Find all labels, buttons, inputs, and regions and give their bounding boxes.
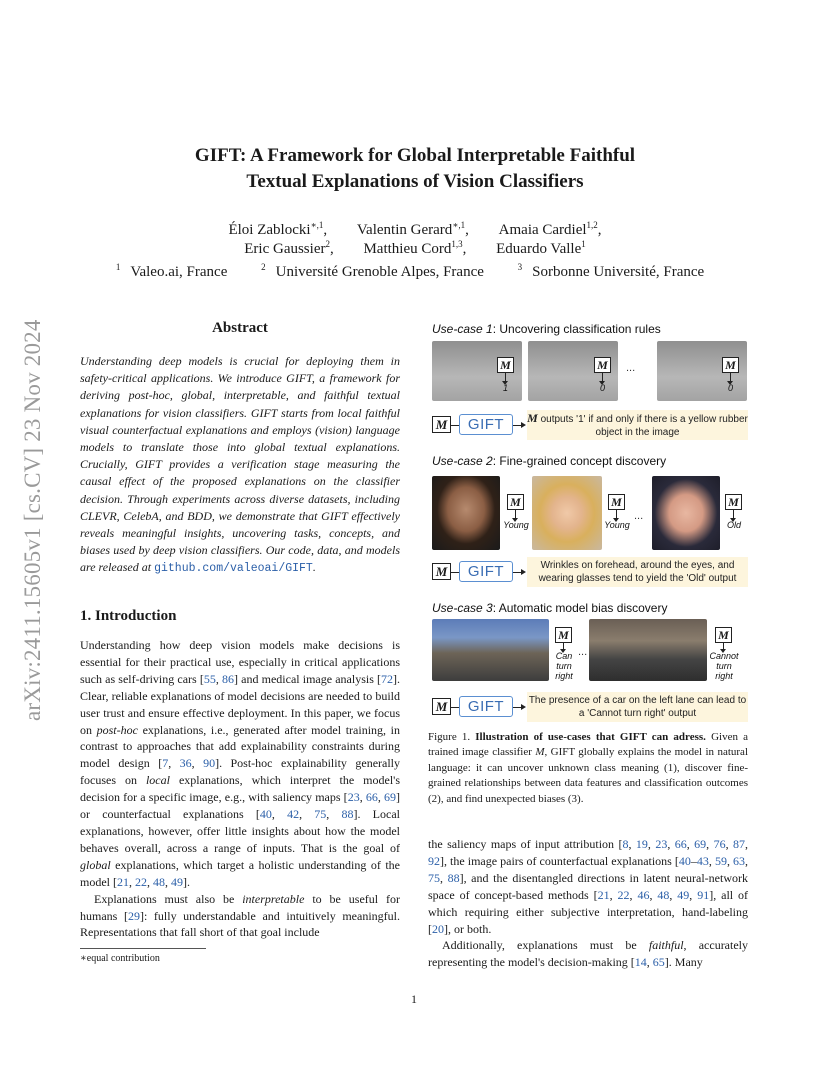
citation-link[interactable]: 22 <box>135 874 147 889</box>
down-arrow <box>733 510 734 519</box>
citation-link[interactable]: 66 <box>674 837 687 851</box>
citation-link[interactable]: 36 <box>179 756 192 771</box>
text-run: , <box>215 671 223 686</box>
citation-link[interactable]: 19 <box>635 837 648 851</box>
author: Eduardo Valle$^1$ <box>496 239 586 257</box>
gift-box: GIFT <box>459 414 513 435</box>
ellipsis: ... <box>578 646 588 658</box>
text-run: , <box>745 837 749 851</box>
face-image-3 <box>652 476 720 550</box>
text-run: , <box>708 853 715 868</box>
down-arrow <box>515 510 516 519</box>
citation-link[interactable]: 90 <box>203 756 216 771</box>
text-run: ], the image pairs of counterfactual explanations [ <box>440 853 679 868</box>
col2-paragraph-1 <box>428 836 748 937</box>
text-run: explanations, i.e., generated after model training, in contrast to approaches that add explainability constraints during model design [ <box>80 722 401 771</box>
citation-link[interactable]: 22 <box>617 887 630 902</box>
text-run: ]: fully understandable and intuitively meaningful. Representations that fall short of that goal include <box>80 908 400 940</box>
use-case-1-heading: Use-case 1: Uncovering classification rules <box>432 322 661 336</box>
citation-link[interactable]: 75 <box>314 807 327 822</box>
text-run: the saliency maps of input attribution [ <box>428 837 623 851</box>
text-run: , <box>609 887 618 902</box>
model-box: M <box>715 627 732 643</box>
citation-link[interactable]: 69 <box>384 790 397 805</box>
down-arrow <box>563 643 564 650</box>
text-run: to be useful for humans [ <box>80 891 400 923</box>
text-run: , <box>168 756 180 771</box>
title-line-2: Textual Explanations of Vision Classifiers <box>246 171 584 192</box>
text-run: , <box>377 790 385 805</box>
introduction-text <box>80 637 400 941</box>
citation-link[interactable]: 40 <box>259 807 272 822</box>
text-run: faithful <box>648 938 684 953</box>
affiliation: $^1$ Valeo.ai, France <box>115 262 228 280</box>
text-run: ]. <box>183 874 190 889</box>
text-run: , <box>726 853 733 868</box>
citation-link[interactable]: 92 <box>428 853 440 868</box>
explanation-2: Wrinkles on forehead, around the eyes, and wearing glasses tend to yield the 'Old' output <box>527 557 748 587</box>
citation-link[interactable]: 72 <box>381 671 394 686</box>
citation-link[interactable]: 40 <box>678 853 691 868</box>
citation-link[interactable]: 63 <box>733 853 745 868</box>
down-arrow <box>730 373 731 382</box>
text-run: ], or both. <box>444 921 492 936</box>
text-run: Given a trained image classifier <box>428 731 748 759</box>
footnote-rule <box>80 948 206 949</box>
code-link[interactable]: github.com/valeoai/GIFT <box>154 562 313 576</box>
title-line-1: GIFT: A Framework for Global Interpretable Faithful <box>194 145 636 166</box>
authors-line-2 <box>90 239 740 259</box>
citation-link[interactable]: 8 <box>622 837 629 851</box>
model-box: M <box>725 494 742 510</box>
citation-link[interactable]: 55 <box>203 671 216 686</box>
col2-paragraph-2 <box>428 937 748 971</box>
text-run: , <box>629 887 638 902</box>
model-box: M <box>722 357 739 373</box>
citation-link[interactable]: 14 <box>634 955 647 970</box>
output-label: 0 <box>727 383 733 393</box>
model-box: M <box>555 627 572 643</box>
text-run: Figure 1. <box>428 731 476 743</box>
citation-link[interactable]: 69 <box>694 837 707 851</box>
text-run: Understanding how deep vision models make decisions is essential for their practical use, especially in critical applications such as self-driving cars [ <box>80 638 400 686</box>
text-run: , <box>326 807 342 822</box>
section-heading-introduction: 1. Introduction <box>80 608 177 624</box>
affiliation: $^3$ Sorbonne Université, France <box>517 262 705 280</box>
text-run: , <box>299 807 315 822</box>
citation-link[interactable]: 29 <box>127 908 140 923</box>
citation-link[interactable]: 49 <box>171 874 183 889</box>
text-run: , <box>271 807 288 822</box>
gift-box: GIFT <box>459 561 513 582</box>
right-arrow <box>513 707 523 708</box>
affiliation: $^2$ Université Grenoble Alpes, France <box>261 262 484 280</box>
arxiv-stamp: arXiv:2411.15605v1 [cs.CV] 23 Nov 2024 <box>20 319 45 721</box>
text-run: , <box>359 790 366 805</box>
use-case-3-heading: Use-case 3: Automatic model bias discovery <box>432 601 668 615</box>
text-run: , <box>165 874 171 889</box>
text-run: interpretable <box>242 891 305 906</box>
text-run: , <box>440 870 448 885</box>
citation-link[interactable]: 88 <box>341 807 354 822</box>
text-run: Explanations must also be <box>94 891 243 906</box>
street-image-2 <box>589 619 707 681</box>
citation-link[interactable]: 76 <box>713 837 726 851</box>
text-run: ] and medical image analysis [ <box>234 671 382 686</box>
model-box: M <box>594 357 611 373</box>
text-run: ], all of which requiring either subjective interpretation, hand-labeling [ <box>428 887 749 936</box>
text-run: M <box>535 746 545 759</box>
affiliations <box>90 264 740 281</box>
citation-link[interactable]: 87 <box>733 837 746 851</box>
citation-link[interactable]: 7 <box>162 756 169 771</box>
citation-link[interactable]: 48 <box>657 887 670 902</box>
text-run: explanations, which interpret the model's decision for a specific image, e.g., with saliency maps [ <box>80 773 400 805</box>
model-box: M <box>432 698 451 715</box>
text-run: ], and the disentangled directions in latent neural-network space of concept-based methods [ <box>428 870 748 902</box>
down-arrow <box>505 373 506 382</box>
citation-link[interactable]: 48 <box>153 874 165 889</box>
text-run: ] or counterfactual explanations [ <box>80 790 401 822</box>
text-run: local <box>145 773 170 788</box>
text-run: ]. Local explanations, however, offer little insights about how the model behaves overall, across a range of inputs. That is the goal of <box>80 807 400 855</box>
output-label: Young <box>604 520 630 530</box>
citation-link[interactable]: 59 <box>714 853 727 868</box>
text-run: , <box>725 837 734 851</box>
text-run: Additionally, explanations must be <box>442 938 649 953</box>
figure-caption <box>428 730 748 807</box>
text-run: , <box>129 874 135 889</box>
author: Matthieu Cord$^{1,3}$, <box>363 239 467 257</box>
citation-link[interactable]: 86 <box>222 671 235 686</box>
abstract-heading: Abstract <box>212 320 268 336</box>
intro-paragraph-1 <box>80 637 400 891</box>
citation-link[interactable]: 46 <box>637 887 650 902</box>
citation-link[interactable]: 23 <box>347 790 360 805</box>
text-run: – <box>690 853 697 868</box>
text-run: , <box>191 756 204 771</box>
street-image-1 <box>432 619 549 681</box>
citation-link[interactable]: 49 <box>677 887 690 902</box>
author: Eric Gaussier$^2$, <box>244 239 334 257</box>
citation-link[interactable]: 43 <box>696 853 709 868</box>
output-label: Old <box>726 520 741 530</box>
face-image-1 <box>432 476 500 550</box>
down-arrow <box>616 510 617 519</box>
authors-line-1 <box>90 220 740 240</box>
output-label: Young <box>503 520 529 530</box>
right-arrow <box>513 572 523 573</box>
text-run: post-hoc <box>96 722 138 737</box>
text-run: ]. Many <box>664 955 703 970</box>
output-label: 0 <box>599 383 605 393</box>
model-box: M <box>608 494 625 510</box>
citation-link[interactable]: 66 <box>365 790 378 805</box>
abstract-end: . <box>312 560 316 575</box>
text-run: , <box>649 887 658 902</box>
output-label: Cannot turn right <box>709 651 739 681</box>
down-arrow <box>602 373 603 382</box>
text-run: , <box>689 887 698 902</box>
text-run: , <box>745 853 748 868</box>
text-run: , <box>686 837 695 851</box>
ellipsis: ... <box>634 510 644 522</box>
abstract-text <box>80 353 400 578</box>
connector-line <box>451 707 459 708</box>
text-run: , <box>647 837 656 851</box>
intro-paragraph-2 <box>80 891 400 942</box>
author: Amaia Cardiel$^{1,2}$, <box>498 220 602 238</box>
use-case-2-heading: Use-case 2: Fine-grained concept discovery <box>432 454 667 468</box>
text-run: Illustration of use-cases that GIFT can adress. <box>475 731 706 743</box>
model-box: M <box>507 494 524 510</box>
author: Éloi Zablocki$^{∗,1}$, <box>228 220 328 238</box>
text-run: , <box>147 874 153 889</box>
face-image-2 <box>532 476 602 550</box>
text-run: , <box>669 887 678 902</box>
citation-link[interactable]: 65 <box>652 955 665 970</box>
text-run: , <box>667 837 675 851</box>
citation-link[interactable]: 23 <box>655 837 668 851</box>
text-run: explanations, which target a holistic understanding of the model [ <box>80 857 400 889</box>
output-label: 1 <box>502 383 508 393</box>
connector-line <box>451 425 459 426</box>
paper-title <box>110 143 720 195</box>
text-run: , <box>706 837 714 851</box>
citation-link[interactable]: 20 <box>432 921 444 936</box>
author: Valentin Gerard$^{∗,1}$, <box>356 220 469 238</box>
text-run: ]. Clear, reliable explanations of model decisions are needed to build user trust and ensure effective deployment. In this paper, we focus on <box>80 671 401 737</box>
model-box: M <box>432 416 451 433</box>
explanation-3: The presence of a car on the left lane can lead to a 'Cannot turn right' output <box>527 692 748 722</box>
citation-link[interactable]: 91 <box>697 887 710 902</box>
text-run: global <box>80 857 111 872</box>
citation-link[interactable]: 88 <box>447 870 460 885</box>
text-run: , <box>628 837 636 851</box>
ellipsis: ... <box>626 362 636 374</box>
abstract-body: Understanding deep models is crucial for deploying them in safety-critical applications. We introduce GIFT, a framework for deriving post-hoc, global, interpretable, and faithful textual explanations for vision classifiers. GIFT starts from local faithful visual counterfactual explanations and employs (vision) language models to translate those into global textual explanations. Crucially, GIFT provides a verification stage measuring the causal effect of the proposed explanations on the classifier decision. Through experiments across diverse datasets, including CLEVR, CelebA, and BDD, we demonstrate that GIFT effectively reveals meaningful insights, uncovering tasks, concepts, and biases used by deep vision classifiers. Our code, data, and models are released at <box>80 354 400 575</box>
footnote: ∗equal contribution <box>80 953 160 964</box>
connector-line <box>451 572 459 573</box>
citation-link[interactable]: 21 <box>597 887 610 902</box>
page-number: 1 <box>411 992 417 1006</box>
text-run: , GIFT globally explains the model in natural language: it can uncover unknown class meaning (1), discover fine-grained relationships between data features and classification outcomes (2), and find unexpected biases (3). <box>428 746 748 805</box>
right-column-text <box>428 836 748 971</box>
citation-link[interactable]: 42 <box>287 807 300 822</box>
right-arrow <box>513 425 523 426</box>
down-arrow <box>723 643 724 650</box>
citation-link[interactable]: 21 <box>117 874 129 889</box>
text-run: ]. Post-hoc explainability generally focuses on <box>80 756 401 788</box>
citation-link[interactable]: 75 <box>428 870 440 885</box>
text-run: , <box>646 955 653 970</box>
text-run: , accurately representing the model's decision-making [ <box>428 938 749 970</box>
gift-box: GIFT <box>459 696 513 717</box>
model-box: M <box>497 357 514 373</box>
model-box: M <box>432 563 451 580</box>
explanation-1: M outputs '1' if and only if there is a yellow rubber object in the image <box>527 411 748 438</box>
output-label: Can turn right <box>555 651 573 681</box>
